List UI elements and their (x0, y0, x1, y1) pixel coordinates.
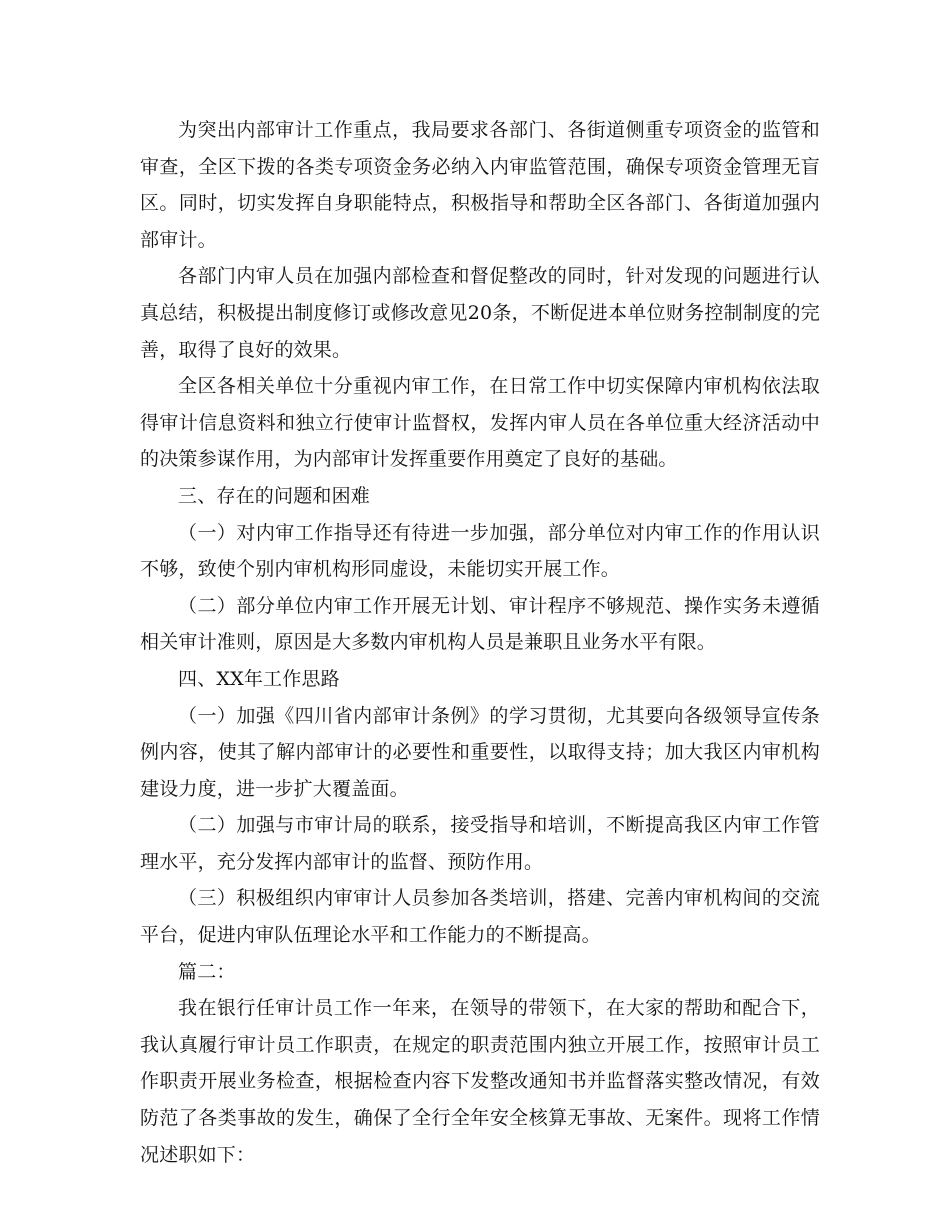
paragraph-problem-1: （一）对内审工作指导还有待进一步加强，部分单位对内审工作的作用认识不够，致使个别内审机构形同虚设，未能切实开展工作。 (140, 521, 820, 581)
paragraph-units-attention: 全区各相关单位十分重视内审工作，在日常工作中切实保障内审机构依法取得审计信息资料和独立行使审计监督权，发挥内审人员在各单位重大经济活动中的决策参谋作用，为内部审计发挥重要作用奠定了良好的基础。 (140, 375, 820, 471)
document-body (140, 112, 820, 1173)
section-heading-part-two: 篇二： (178, 960, 236, 983)
section-heading-problems: 三、存在的问题和困难 (178, 484, 371, 507)
section-heading-work-plan: 四、XX年工作思路 (178, 667, 340, 690)
paragraph-special-funds-audit: 为突出内部审计工作重点，我局要求各部门、各街道侧重专项资金的监管和审查，全区下拨的各类专项资金务必纳入内审监管范围，确保专项资金管理无盲区。同时，切实发挥自身职能特点，积极指导和帮助全区各部门、各街道加强内部审计。 (140, 119, 820, 251)
paragraph-plan-2: （二）加强与市审计局的联系，接受指导和培训，不断提高我区内审工作管理水平，充分发挥内部审计的监督、预防作用。 (140, 814, 820, 873)
paragraph-plan-1: （一）加强《四川省内部审计条例》的学习贯彻，尤其要向各级领导宣传条例内容，使其了解内部审计的必要性和重要性，以取得支持；加大我区内审机构建设力度，进一步扩大覆盖面。 (140, 704, 820, 800)
paragraph-plan-3: （三）积极组织内审审计人员参加各类培训，搭建、完善内审机构间的交流平台，促进内审队伍理论水平和工作能力的不断提高。 (140, 887, 820, 947)
paragraph-auditor-report: 我在银行任审计员工作一年来，在领导的带领下，在大家的帮助和配合下，我认真履行审计员工作职责，在规定的职责范围内独立开展工作，按照审计员工作职责开展业务检查，根据检查内容下发整改通知书并监督落实整改情况，有效防范了各类事故的发生，确保了全行全年安全核算无事故、无案件。现将工作情况述职如下： (140, 997, 820, 1166)
paragraph-internal-auditors: 各部门内审人员在加强内部检查和督促整改的同时，针对发现的问题进行认真总结，积极提出制度修订或修改意见20条，不断促进本单位财务控制制度的完善，取得了良好的效果。 (140, 265, 820, 361)
paragraph-problem-2: （二）部分单位内审工作开展无计划、审计程序不够规范、操作实务未遵循相关审计准则，原因是大多数内审机构人员是兼职且业务水平有限。 (140, 594, 820, 654)
